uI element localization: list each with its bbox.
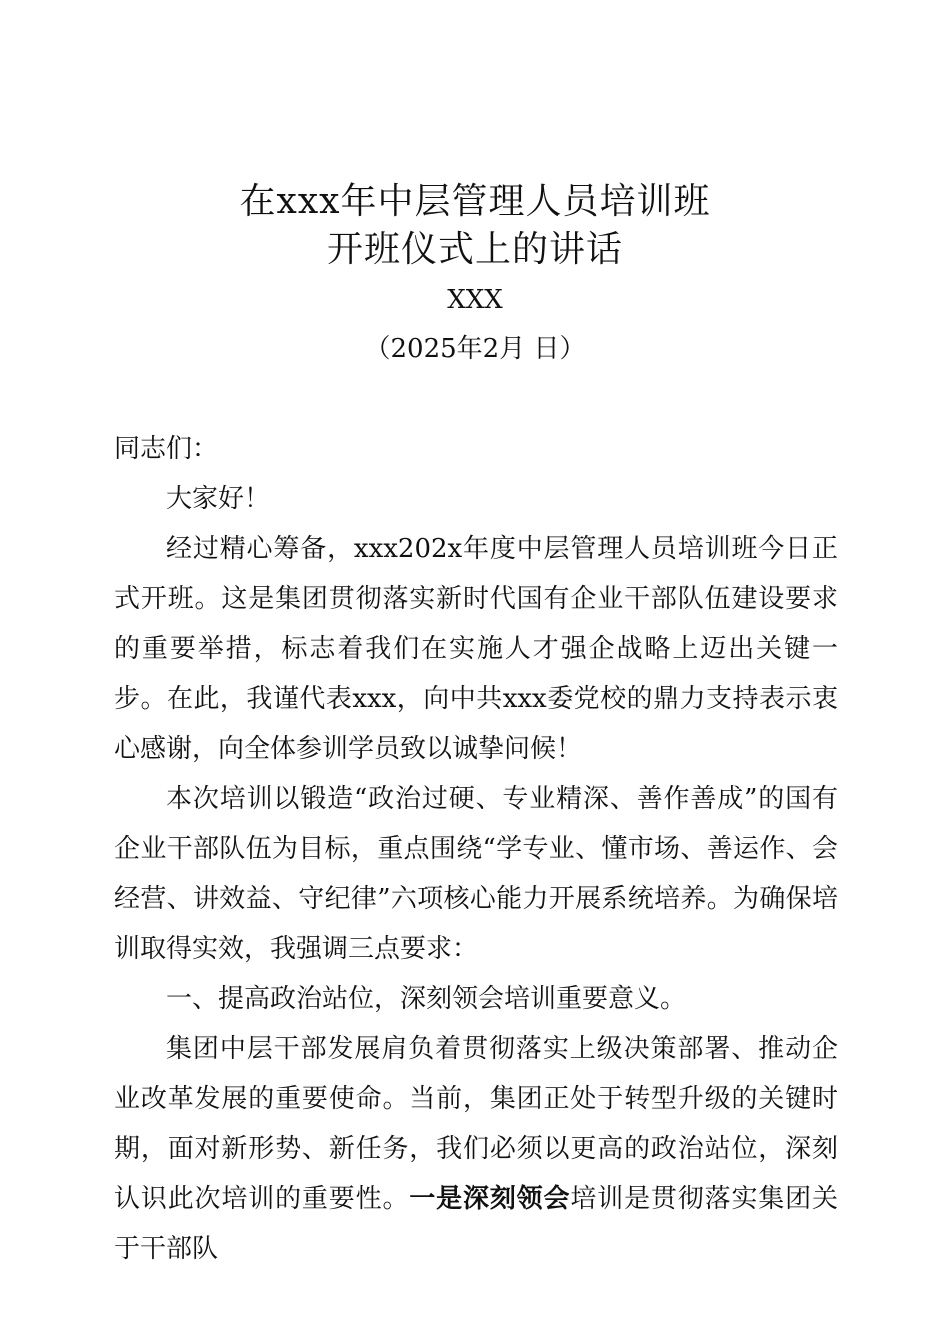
paragraph-political-stance-text: 集团中层干部发展肩负着贯彻落实上级决策部署、推动企业改革发展的重要使命。当前，集团正处于转型升级的关键时期，面对新形势、新任务，我们必须以更高的政治站位，深刻认识此次培训的重要性。 (114, 1034, 838, 1214)
paragraph-political-stance (114, 1024, 838, 1274)
section-heading-1: 一、提高政治站位，深刻领会培训重要意义。 (166, 984, 687, 1014)
document-title-line-1: 在xxx年中层管理人员培训班 (239, 181, 711, 222)
document-title-line-2: 开班仪式上的讲话 (326, 229, 623, 270)
document-author: XXX (447, 285, 503, 315)
salutation: 同志们： (114, 434, 219, 464)
document-date: （2025年2月 日） (364, 334, 586, 364)
greeting: 大家好！ (166, 484, 271, 514)
paragraph-political-stance-continued: 培训是贯彻落实集团关于干部队 (114, 1184, 838, 1264)
bold-emphasis: 一是深刻领会 (409, 1184, 571, 1214)
paragraph-opening: 经过精心筹备，xxx202x年度中层管理人员培训班今日正式开班。这是集团贯彻落实新时代国有企业干部队伍建设要求的重要举措，标志着我们在实施人才强企战略上迈出关键一步。在此，我谨代表xxx，向中共xxx委党校的鼎力支持表示衷心感谢，向全体参训学员致以诚挚问候！ (114, 534, 838, 764)
paragraph-training-goals: 本次培训以锻造“政治过硬、专业精深、善作善成”的国有企业干部队伍为目标，重点围绕“学专业、懂市场、善运作、会经营、讲效益、守纪律”六项核心能力开展系统培养。为确保培训取得实效，我强调三点要求： (114, 784, 838, 964)
document-body (114, 424, 838, 1274)
